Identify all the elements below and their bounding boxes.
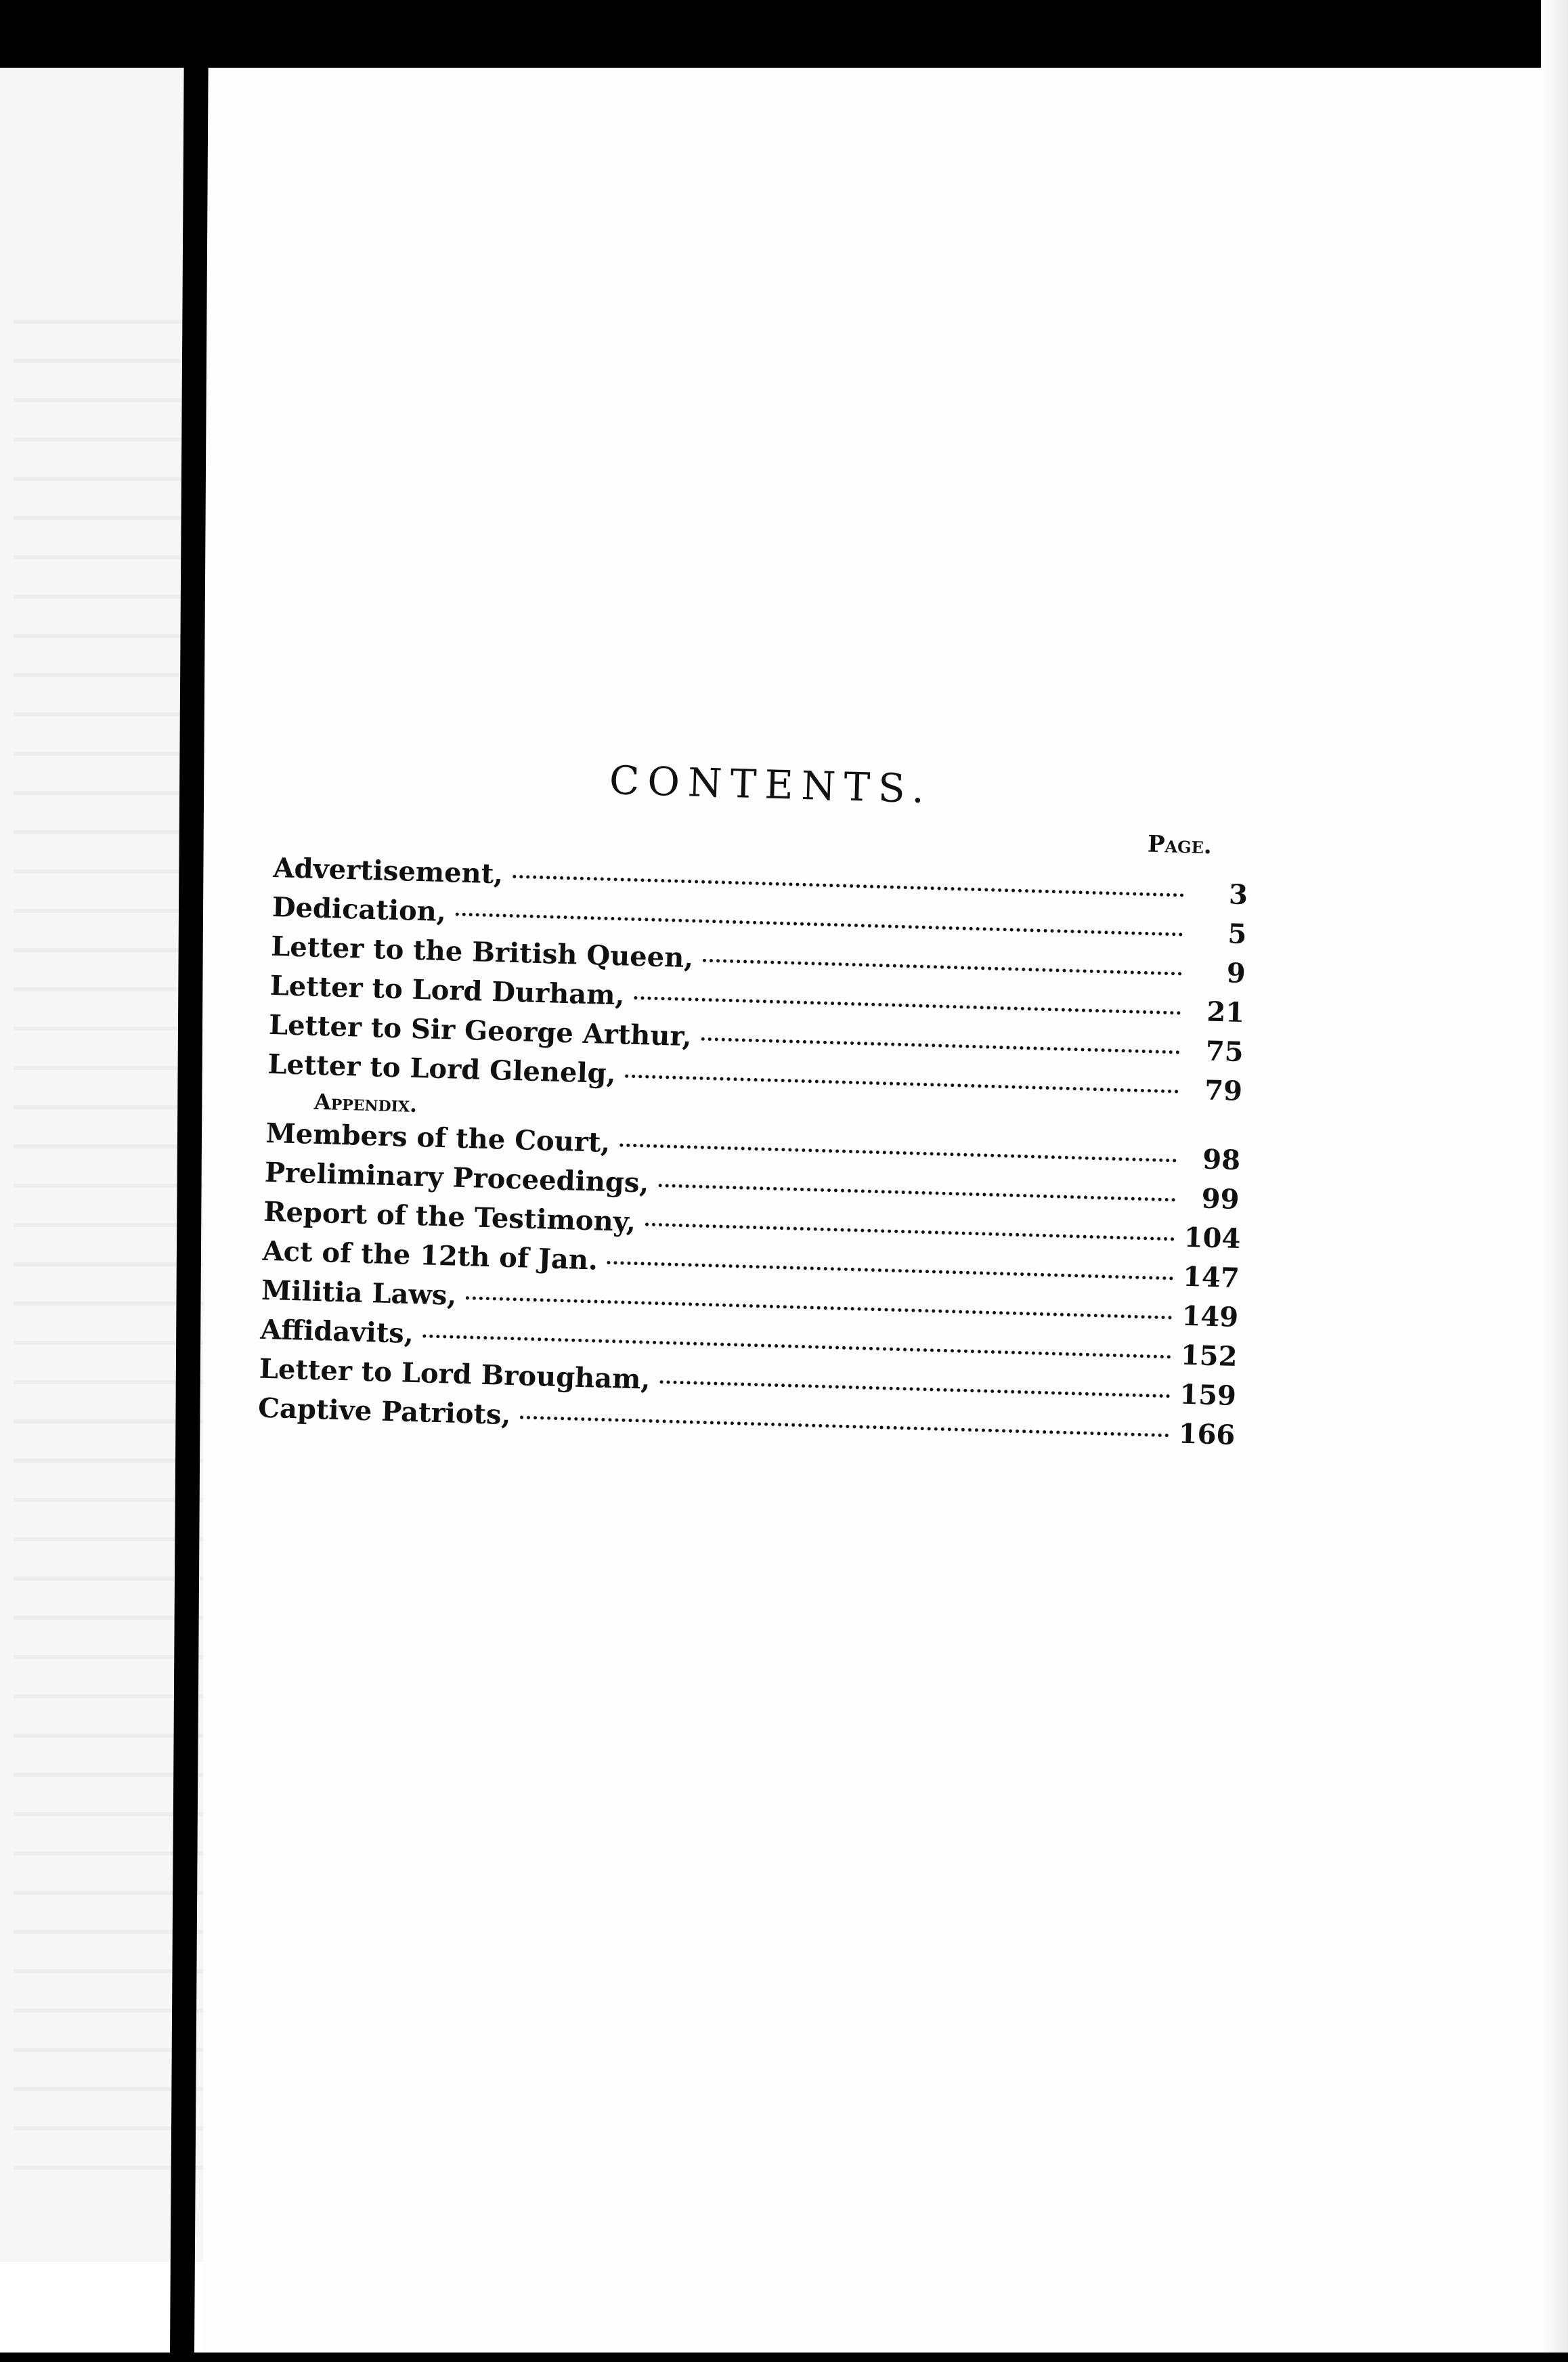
toc-entry-page: 3 [1228, 878, 1248, 911]
toc-entry-title: Report of the Testimony, [263, 1195, 636, 1239]
leader-dots [456, 913, 1183, 937]
leader-dots [625, 1075, 1179, 1094]
toc-entry-page: 9 [1226, 957, 1246, 990]
leader-dots [520, 1415, 1169, 1437]
page-title: CONTENTS. [609, 757, 934, 813]
toc-entry-title: Act of the 12th of Jan. [262, 1234, 598, 1276]
leader-dots [703, 959, 1182, 976]
leader-dots [658, 1184, 1175, 1201]
toc-entry-page: 98 [1202, 1143, 1241, 1177]
toc-entry-title: Letter to Lord Glenelg, [267, 1048, 617, 1090]
toc-entry-page: 159 [1179, 1378, 1237, 1412]
toc-entry-title: Preliminary Proceedings, [264, 1156, 649, 1199]
toc-entry-title: Letter to Lord Durham, [269, 969, 626, 1012]
page-column-label: Page. [1147, 830, 1213, 860]
toc-entry-page: 5 [1227, 918, 1248, 951]
toc-entry-title: Captive Patriots, [257, 1392, 512, 1432]
toc-entry-title: Militia Laws, [261, 1274, 457, 1312]
leader-dots [423, 1334, 1171, 1358]
toc-entry-page: 152 [1180, 1339, 1238, 1373]
toc-entry-title: Affidavits, [259, 1313, 414, 1350]
appendix-heading: Appendix. [313, 1088, 418, 1118]
toc-entry-page: 147 [1182, 1260, 1240, 1295]
toc-entry-title: Members of the Court, [265, 1117, 611, 1159]
toc-entry-page: 75 [1205, 1035, 1244, 1069]
leader-dots [659, 1380, 1170, 1398]
toc-entry-page: 104 [1183, 1221, 1241, 1255]
scan-border-bottom [0, 2353, 1568, 2362]
leader-dots [645, 1223, 1175, 1241]
toc-entry-page: 166 [1178, 1417, 1236, 1451]
toc-entry-title: Letter to the British Queen, [270, 930, 694, 974]
toc-entry-title: Dedication, [271, 890, 447, 928]
toc-entry-page: 79 [1204, 1074, 1243, 1108]
table-of-contents [257, 830, 1248, 1459]
toc-entry-title: Letter to Sir George Arthur, [268, 1008, 693, 1053]
toc-entry-title: Letter to Lord Brougham, [259, 1352, 651, 1396]
page-edge [1541, 0, 1568, 2362]
leader-dots [466, 1296, 1172, 1319]
leader-dots [619, 1143, 1177, 1162]
leader-dots [701, 1037, 1179, 1054]
toc-entry-page: 149 [1181, 1300, 1239, 1334]
toc-entry-page: 99 [1201, 1182, 1240, 1216]
leader-dots [607, 1261, 1173, 1280]
leader-dots [634, 996, 1181, 1015]
leader-dots [513, 875, 1184, 897]
scan-border-top [0, 0, 1568, 68]
toc-entry-title: Advertisement, [272, 851, 504, 890]
toc-entry-page: 21 [1206, 995, 1245, 1029]
